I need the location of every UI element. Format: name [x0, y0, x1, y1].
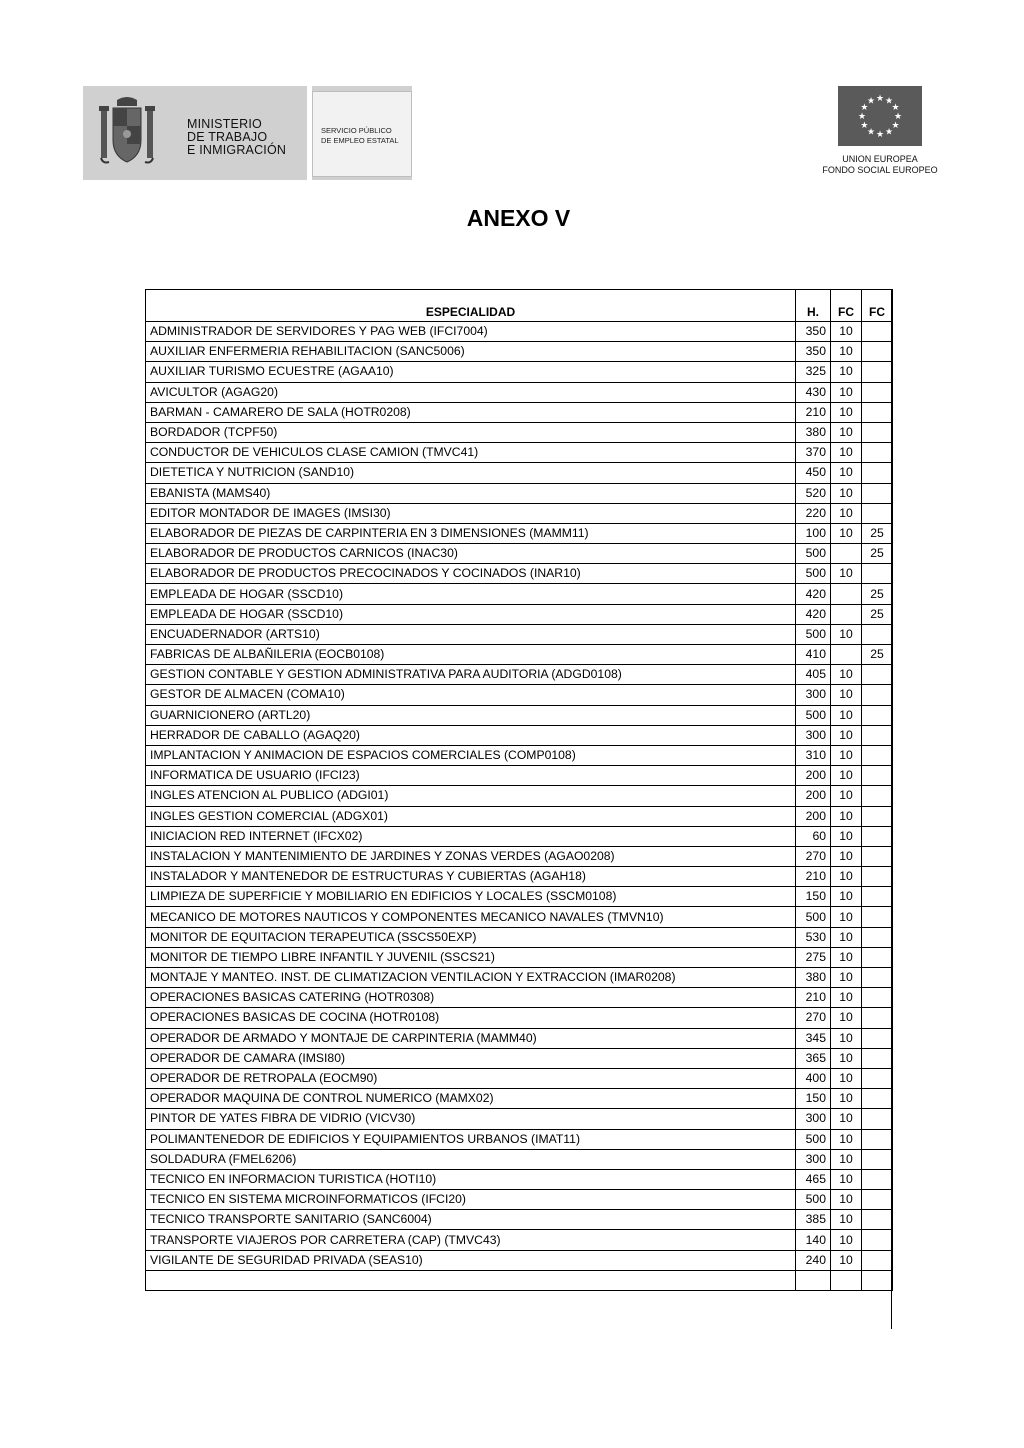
cell-especialidad: MECANICO DE MOTORES NAUTICOS Y COMPONENTES MECANICO NAVALES (TMVN10): [146, 907, 796, 927]
empty-cell: [146, 1270, 796, 1290]
cell-hours: 520: [796, 483, 831, 503]
cell-hours: 200: [796, 806, 831, 826]
cell-hours: 350: [796, 322, 831, 342]
table-row: [146, 463, 893, 483]
table-row: [146, 968, 893, 988]
cell-fc: 10: [831, 907, 862, 927]
cell-fc: 10: [831, 422, 862, 442]
cell-hours: 410: [796, 645, 831, 665]
cell-especialidad: TECNICO EN INFORMACION TURISTICA (HOTI10): [146, 1169, 796, 1189]
cell-fc: [831, 645, 862, 665]
cell-fc-2: [862, 443, 893, 463]
cell-fc: [831, 584, 862, 604]
column-divider: [795, 289, 796, 1291]
cell-hours: 210: [796, 402, 831, 422]
cell-especialidad: ADMINISTRADOR DE SERVIDORES Y PAG WEB (IFCI7004): [146, 322, 796, 342]
column-divider: [830, 289, 831, 1291]
cell-especialidad: INFORMATICA DE USUARIO (IFCI23): [146, 766, 796, 786]
table-row: [146, 362, 893, 382]
cell-especialidad: HERRADOR DE CABALLO (AGAQ20): [146, 725, 796, 745]
cell-hours: 380: [796, 968, 831, 988]
cell-fc: 10: [831, 786, 862, 806]
table-row: [146, 665, 893, 685]
table-row: [146, 584, 893, 604]
table-row: [146, 685, 893, 705]
cell-fc-2: [862, 927, 893, 947]
cell-fc: 10: [831, 1109, 862, 1129]
spanish-coat-of-arms-icon: [99, 96, 155, 168]
cell-especialidad: CONDUCTOR DE VEHICULOS CLASE CAMION (TMVC41): [146, 443, 796, 463]
cell-fc: 10: [831, 867, 862, 887]
cell-especialidad: OPERACIONES BASICAS CATERING (HOTR0308): [146, 988, 796, 1008]
cell-fc-2: 25: [862, 544, 893, 564]
cell-fc-2: [862, 322, 893, 342]
empty-table-row: [146, 1270, 893, 1290]
cell-fc-2: [862, 1230, 893, 1250]
table-row: [146, 1008, 893, 1028]
cell-fc: 10: [831, 483, 862, 503]
cell-fc: 10: [831, 342, 862, 362]
cell-especialidad: GUARNICIONERO (ARTL20): [146, 705, 796, 725]
table-row: [146, 766, 893, 786]
cell-hours: 500: [796, 907, 831, 927]
cell-fc-2: [862, 665, 893, 685]
cell-hours: 385: [796, 1210, 831, 1230]
cell-fc: 10: [831, 766, 862, 786]
cell-fc: 10: [831, 1250, 862, 1270]
table-row: [146, 927, 893, 947]
cell-hours: 370: [796, 443, 831, 463]
table-row: [146, 867, 893, 887]
table-row: [146, 1169, 893, 1189]
cell-hours: 150: [796, 1089, 831, 1109]
cell-fc-2: [862, 685, 893, 705]
column-divider: [861, 289, 862, 1291]
cell-hours: 60: [796, 826, 831, 846]
eu-star-icon: ★: [875, 129, 885, 139]
eu-star-icon: ★: [884, 126, 894, 137]
cell-especialidad: SOLDADURA (FMEL6206): [146, 1149, 796, 1169]
cell-fc: 10: [831, 947, 862, 967]
table-row: [146, 523, 893, 543]
cell-hours: 500: [796, 564, 831, 584]
cell-fc: 10: [831, 1129, 862, 1149]
table-row: [146, 826, 893, 846]
cell-especialidad: POLIMANTENEDOR DE EDIFICIOS Y EQUIPAMIENTOS URBANOS (IMAT11): [146, 1129, 796, 1149]
table-row: [146, 988, 893, 1008]
cell-fc: [831, 544, 862, 564]
cell-fc-2: [862, 1169, 893, 1189]
cell-hours: 325: [796, 362, 831, 382]
cell-especialidad: PINTOR DE YATES FIBRA DE VIDRIO (VICV30): [146, 1109, 796, 1129]
cell-especialidad: OPERADOR MAQUINA DE CONTROL NUMERICO (MAMX02): [146, 1089, 796, 1109]
cell-hours: 450: [796, 463, 831, 483]
cell-fc: 10: [831, 846, 862, 866]
cell-fc-2: 25: [862, 604, 893, 624]
cell-especialidad: IMPLANTACION Y ANIMACION DE ESPACIOS COMERCIALES (COMP0108): [146, 745, 796, 765]
cell-hours: 310: [796, 745, 831, 765]
eu-star-icon: ★: [891, 120, 900, 130]
cell-hours: 300: [796, 1109, 831, 1129]
cell-especialidad: TECNICO EN SISTEMA MICROINFORMATICOS (IFCI20): [146, 1190, 796, 1210]
cell-especialidad: OPERADOR DE CAMARA (IMSI80): [146, 1048, 796, 1068]
table-row: [146, 1210, 893, 1230]
cell-fc: 10: [831, 362, 862, 382]
cell-fc: 10: [831, 927, 862, 947]
table-row: [146, 483, 893, 503]
cell-fc-2: [862, 786, 893, 806]
cell-especialidad: ELABORADOR DE PRODUCTOS PRECOCINADOS Y COCINADOS (INAR10): [146, 564, 796, 584]
cell-especialidad: AVICULTOR (AGAG20): [146, 382, 796, 402]
cell-hours: 270: [796, 1008, 831, 1028]
cell-fc: 10: [831, 665, 862, 685]
cell-hours: 200: [796, 766, 831, 786]
cell-fc: 10: [831, 1028, 862, 1048]
cell-especialidad: INICIACION RED INTERNET (IFCX02): [146, 826, 796, 846]
table-row: [146, 1149, 893, 1169]
cell-fc-2: [862, 402, 893, 422]
table-row: [146, 342, 893, 362]
column-header-hours: H.: [796, 290, 831, 322]
eu-line: UNION EUROPEA: [842, 154, 918, 164]
table-row: [146, 1048, 893, 1068]
table-header-row: [146, 290, 893, 322]
cell-fc-2: [862, 463, 893, 483]
table-row: [146, 544, 893, 564]
cell-especialidad: INSTALACION Y MANTENIMIENTO DE JARDINES Y ZONAS VERDES (AGAO0208): [146, 846, 796, 866]
table-row: [146, 806, 893, 826]
ministry-line: MINISTERIO: [187, 117, 262, 131]
cell-fc: 10: [831, 826, 862, 846]
cell-especialidad: BARMAN - CAMARERO DE SALA (HOTR0208): [146, 402, 796, 422]
cell-especialidad: LIMPIEZA DE SUPERFICIE Y MOBILIARIO EN EDIFICIOS Y LOCALES (SSCM0108): [146, 887, 796, 907]
table-row: [146, 1250, 893, 1270]
cell-hours: 380: [796, 422, 831, 442]
table-row: [146, 564, 893, 584]
table-row: [146, 604, 893, 624]
cell-fc-2: [862, 968, 893, 988]
cell-fc-2: [862, 1149, 893, 1169]
cell-especialidad: TECNICO TRANSPORTE SANITARIO (SANC6004): [146, 1210, 796, 1230]
eu-star-icon: ★: [893, 111, 903, 121]
cell-fc: 10: [831, 685, 862, 705]
cell-especialidad: ELABORADOR DE PIEZAS DE CARPINTERIA EN 3 DIMENSIONES (MAMM11): [146, 523, 796, 543]
cell-fc: 10: [831, 564, 862, 584]
cell-fc: 10: [831, 402, 862, 422]
cell-fc: 10: [831, 1089, 862, 1109]
cell-hours: 210: [796, 867, 831, 887]
cell-fc: 10: [831, 725, 862, 745]
column-header-fc-2: FC: [862, 290, 893, 322]
cell-fc-2: [862, 564, 893, 584]
cell-fc-2: [862, 846, 893, 866]
cell-fc: 10: [831, 382, 862, 402]
cell-especialidad: AUXILIAR TURISMO ECUESTRE (AGAA10): [146, 362, 796, 382]
table-row: [146, 443, 893, 463]
spe-name: [321, 126, 399, 146]
cell-especialidad: INGLES GESTION COMERCIAL (ADGX01): [146, 806, 796, 826]
cell-fc-2: [862, 887, 893, 907]
table-row: [146, 887, 893, 907]
cell-hours: 150: [796, 887, 831, 907]
cell-especialidad: MONTAJE Y MANTEO. INST. DE CLIMATIZACION VENTILACION Y EXTRACCION (IMAR0208): [146, 968, 796, 988]
cell-hours: 420: [796, 584, 831, 604]
eu-star-icon: ★: [884, 95, 894, 106]
cell-fc: 10: [831, 523, 862, 543]
cell-hours: 350: [796, 342, 831, 362]
cell-hours: 300: [796, 1149, 831, 1169]
cell-hours: 400: [796, 1068, 831, 1088]
spe-line: SERVICIO PÚBLICO: [321, 126, 392, 135]
eu-line: FONDO SOCIAL EUROPEO: [822, 165, 938, 175]
cell-hours: 405: [796, 665, 831, 685]
cell-fc-2: [862, 1210, 893, 1230]
cell-fc: 10: [831, 1210, 862, 1230]
eu-star-icon: ★: [875, 93, 885, 103]
table-row: [146, 422, 893, 442]
eu-star-icon: ★: [866, 126, 876, 137]
table-row: [146, 624, 893, 644]
cell-especialidad: TRANSPORTE VIAJEROS POR CARRETERA (CAP) (TMVC43): [146, 1230, 796, 1250]
table-row: [146, 322, 893, 342]
cell-fc: 10: [831, 1230, 862, 1250]
cell-fc-2: [862, 1028, 893, 1048]
cell-fc-2: [862, 342, 893, 362]
cell-especialidad: EBANISTA (MAMS40): [146, 483, 796, 503]
table-row: [146, 1028, 893, 1048]
column-header-especialidad: ESPECIALIDAD: [146, 290, 796, 322]
table-row: [146, 947, 893, 967]
table-row: [146, 503, 893, 523]
cell-hours: 500: [796, 624, 831, 644]
spe-logo: [312, 91, 412, 177]
cell-fc-2: [862, 1008, 893, 1028]
cell-fc: 10: [831, 322, 862, 342]
eu-flag-icon: [838, 86, 922, 146]
cell-fc: 10: [831, 705, 862, 725]
cell-especialidad: DIETETICA Y NUTRICION (SAND10): [146, 463, 796, 483]
cell-especialidad: OPERADOR DE ARMADO Y MONTAJE DE CARPINTERIA (MAMM40): [146, 1028, 796, 1048]
cell-fc-2: [862, 1250, 893, 1270]
table-row: [146, 1068, 893, 1088]
cell-hours: 365: [796, 1048, 831, 1068]
table-row: [146, 402, 893, 422]
cell-fc: 10: [831, 1190, 862, 1210]
cell-hours: 100: [796, 523, 831, 543]
spe-line: DE EMPLEO ESTATAL: [321, 136, 399, 145]
cell-hours: 500: [796, 705, 831, 725]
cell-fc-2: 25: [862, 645, 893, 665]
column-header-fc: FC: [831, 290, 862, 322]
cell-fc-2: [862, 362, 893, 382]
cell-especialidad: FABRICAS DE ALBAÑILERIA (EOCB0108): [146, 645, 796, 665]
cell-hours: 500: [796, 544, 831, 564]
cell-especialidad: ELABORADOR DE PRODUCTOS CARNICOS (INAC30): [146, 544, 796, 564]
cell-fc-2: [862, 483, 893, 503]
table-body: [146, 322, 893, 1291]
cell-especialidad: INSTALADOR Y MANTENEDOR DE ESTRUCTURAS Y CUBIERTAS (AGAH18): [146, 867, 796, 887]
cell-especialidad: EMPLEADA DE HOGAR (SSCD10): [146, 584, 796, 604]
cell-fc-2: [862, 705, 893, 725]
table-row: [146, 705, 893, 725]
cell-fc-2: [862, 1190, 893, 1210]
cell-hours: 140: [796, 1230, 831, 1250]
cell-especialidad: OPERADOR DE RETROPALA (EOCM90): [146, 1068, 796, 1088]
empty-cell: [831, 1270, 862, 1290]
eu-star-icon: ★: [860, 102, 869, 112]
cell-hours: 420: [796, 604, 831, 624]
eu-star-icon: ★: [891, 102, 900, 112]
cell-hours: 210: [796, 988, 831, 1008]
cell-fc: 10: [831, 443, 862, 463]
cell-fc-2: [862, 503, 893, 523]
cell-fc: 10: [831, 1149, 862, 1169]
empty-cell: [862, 1270, 893, 1290]
eu-caption: [800, 154, 960, 176]
cell-fc: 10: [831, 503, 862, 523]
empty-cell: [796, 1270, 831, 1290]
eu-star-icon: ★: [857, 111, 867, 121]
cell-especialidad: MONITOR DE EQUITACION TERAPEUTICA (SSCS50EXP): [146, 927, 796, 947]
cell-fc: 10: [831, 624, 862, 644]
cell-hours: 270: [796, 846, 831, 866]
cell-fc-2: [862, 382, 893, 402]
table-row: [146, 1089, 893, 1109]
cell-fc-2: [862, 826, 893, 846]
trailing-rule: [891, 1291, 892, 1329]
cell-fc: 10: [831, 1008, 862, 1028]
cell-especialidad: EDITOR MONTADOR DE IMAGES (IMSI30): [146, 503, 796, 523]
cell-fc-2: [862, 806, 893, 826]
cell-fc-2: [862, 725, 893, 745]
table-row: [146, 1190, 893, 1210]
cell-fc: 10: [831, 806, 862, 826]
cell-hours: 240: [796, 1250, 831, 1270]
ministry-line: DE TRABAJO: [187, 130, 268, 144]
ministry-line: E INMIGRACIÓN: [187, 143, 287, 157]
cell-especialidad: INGLES ATENCION AL PUBLICO (ADGI01): [146, 786, 796, 806]
table-row: [146, 1230, 893, 1250]
table-row: [146, 1129, 893, 1149]
cell-fc-2: [862, 766, 893, 786]
cell-fc: 10: [831, 887, 862, 907]
cell-fc: [831, 604, 862, 624]
cell-fc-2: [862, 422, 893, 442]
cell-especialidad: OPERACIONES BASICAS DE COCINA (HOTR0108): [146, 1008, 796, 1028]
cell-fc: 10: [831, 968, 862, 988]
cell-especialidad: VIGILANTE DE SEGURIDAD PRIVADA (SEAS10): [146, 1250, 796, 1270]
table-row: [146, 786, 893, 806]
cell-hours: 200: [796, 786, 831, 806]
cell-especialidad: MONITOR DE TIEMPO LIBRE INFANTIL Y JUVENIL (SSCS21): [146, 947, 796, 967]
eu-flag: [838, 86, 922, 146]
eu-star-icon: ★: [866, 95, 876, 106]
cell-fc-2: [862, 1068, 893, 1088]
table-row: [146, 745, 893, 765]
cell-fc-2: [862, 624, 893, 644]
ministry-logo: [83, 86, 412, 180]
cell-fc: 10: [831, 745, 862, 765]
cell-fc-2: [862, 947, 893, 967]
cell-especialidad: BORDADOR (TCPF50): [146, 422, 796, 442]
table-row: [146, 645, 893, 665]
ministry-name: [187, 118, 286, 157]
cell-fc-2: [862, 907, 893, 927]
cell-fc-2: [862, 867, 893, 887]
cell-especialidad: AUXILIAR ENFERMERIA REHABILITACION (SANC5006): [146, 342, 796, 362]
eu-star-icon: ★: [860, 120, 869, 130]
cell-hours: 300: [796, 685, 831, 705]
cell-fc: 10: [831, 1169, 862, 1189]
cell-especialidad: GESTION CONTABLE Y GESTION ADMINISTRATIVA PARA AUDITORIA (ADGD0108): [146, 665, 796, 685]
cell-hours: 220: [796, 503, 831, 523]
cell-hours: 345: [796, 1028, 831, 1048]
specialties-table-wrapper: [145, 289, 892, 1291]
cell-hours: 300: [796, 725, 831, 745]
cell-fc-2: 25: [862, 523, 893, 543]
cell-fc-2: [862, 988, 893, 1008]
specialties-table: [145, 289, 893, 1291]
cell-hours: 500: [796, 1190, 831, 1210]
cell-fc-2: [862, 1129, 893, 1149]
cell-fc-2: [862, 745, 893, 765]
cell-fc-2: [862, 1089, 893, 1109]
page-title: ANEXO V: [466, 205, 571, 231]
cell-hours: 430: [796, 382, 831, 402]
cell-especialidad: GESTOR DE ALMACEN (COMA10): [146, 685, 796, 705]
table-row: [146, 846, 893, 866]
cell-fc: 10: [831, 1048, 862, 1068]
table-row: [146, 1109, 893, 1129]
cell-fc-2: [862, 1048, 893, 1068]
cell-hours: 500: [796, 1129, 831, 1149]
cell-fc-2: 25: [862, 584, 893, 604]
cell-fc-2: [862, 1109, 893, 1129]
cell-especialidad: EMPLEADA DE HOGAR (SSCD10): [146, 604, 796, 624]
table-row: [146, 725, 893, 745]
cell-fc: 10: [831, 463, 862, 483]
table-row: [146, 382, 893, 402]
cell-hours: 465: [796, 1169, 831, 1189]
table-row: [146, 907, 893, 927]
cell-fc: 10: [831, 1068, 862, 1088]
cell-hours: 275: [796, 947, 831, 967]
cell-especialidad: ENCUADERNADOR (ARTS10): [146, 624, 796, 644]
cell-hours: 530: [796, 927, 831, 947]
cell-fc: 10: [831, 988, 862, 1008]
